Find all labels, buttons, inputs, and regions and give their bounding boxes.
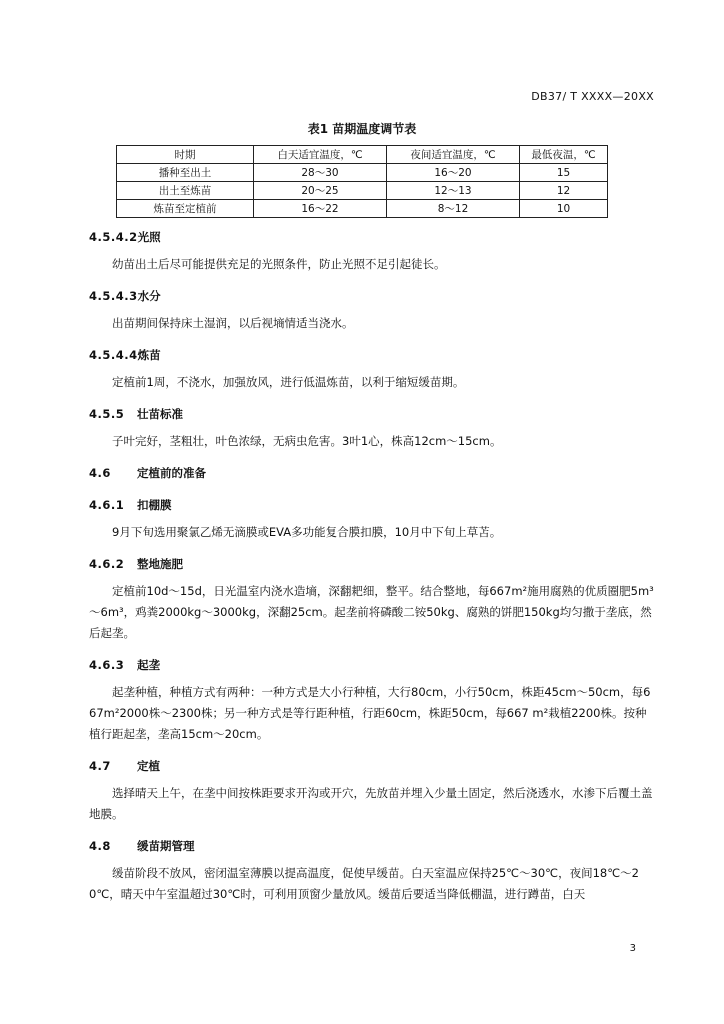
section-title: 整地施肥: [137, 557, 183, 571]
section-paragraph: 9月下旬选用聚氯乙烯无滴膜或EVA多功能复合膜扣膜，10月中下旬上草苫。: [112, 525, 502, 539]
table-cell: 28～30: [254, 164, 387, 182]
section-number: 4.5.4.3: [89, 289, 138, 303]
column-header: 夜间适宜温度，℃: [387, 146, 520, 164]
section-heading: [89, 654, 655, 676]
section-number: 4.6.3: [89, 658, 125, 672]
section-number: 4.5.4.2: [89, 230, 138, 244]
section-heading: [89, 755, 655, 777]
section-number: 4.8: [89, 839, 111, 853]
section-paragraph: 定植前1周，不浇水，加强放风，进行低温炼苗，以利于缩短缓苗期。: [112, 375, 465, 389]
section-paragraph: 起垄种植，种植方式有两种：一种方式是大小行种植，大行80cm，小行50cm，株距45cm～50cm，每667m²2000株～2300株；另一种方式是等行距种植，行距60cm，株距50cm，每667 m²栽植2200株。按种植行距起垄，垄高15cm～20cm。: [89, 685, 651, 741]
table-cell: 12: [520, 182, 608, 200]
section-heading: [89, 462, 655, 484]
table-row: [117, 200, 608, 218]
section-number: 4.5.4.4: [89, 348, 138, 362]
table-cell: 播种至出土: [117, 164, 254, 182]
section-title: 定植前的准备: [137, 466, 206, 480]
section-title: 水分: [137, 289, 161, 303]
section-title: 扣棚膜: [137, 498, 172, 512]
section-title: 炼苗: [137, 348, 161, 362]
section-paragraph: 子叶完好，茎粗壮，叶色浓绿，无病虫危害。3叶1心，株高12cm～15cm。: [112, 434, 502, 448]
document-body: [89, 226, 655, 915]
section-title: 定植: [137, 759, 160, 773]
column-header: 最低夜温，℃: [520, 146, 608, 164]
section-paragraph: 定植前10d～15d，日光温室内浇水造墒，深翻耙细，整平。结合整地，每667m²施用腐熟的优质圈肥5m³～6m³，鸡粪2000kg～3000kg，深翻25cm。起垄前将磷酸二铵50kg、腐熟的饼肥150kg均匀撒于垄底，然后起垄。: [89, 584, 654, 640]
table-header-row: [117, 146, 608, 164]
table-row: [117, 182, 608, 200]
section-heading: [89, 494, 655, 516]
table-cell: 10: [520, 200, 608, 218]
section-number: 4.5.5: [89, 407, 125, 421]
column-header: 时期: [117, 146, 254, 164]
section-heading: [89, 226, 655, 248]
table-cell: 16～20: [387, 164, 520, 182]
table-cell: 20～25: [254, 182, 387, 200]
column-header: 白天适宜温度，℃: [254, 146, 387, 164]
section-heading: [89, 553, 655, 575]
section-title: 壮苗标准: [137, 407, 183, 421]
section-title: 光照: [137, 230, 161, 244]
table-cell: 出土至炼苗: [117, 182, 254, 200]
section-paragraph: 选择晴天上午，在垄中间按株距要求开沟或开穴，先放苗并埋入少量土固定，然后浇透水，水渗下后覆土盖地膜。: [89, 786, 653, 821]
section-heading: [89, 344, 655, 366]
section-paragraph: 出苗期间保持床土湿润，以后视墒情适当浇水。: [112, 316, 354, 330]
table-cell: 12～13: [387, 182, 520, 200]
page-number: 3: [629, 943, 636, 954]
section-number: 4.7: [89, 759, 111, 773]
section-paragraph: 幼苗出土后尽可能提供充足的光照条件，防止光照不足引起徒长。: [112, 257, 446, 271]
table-cell: 8～12: [387, 200, 520, 218]
table-cell: 16～22: [254, 200, 387, 218]
document-id: DB37/ T XXXX—20XX: [531, 90, 654, 103]
table-title: 表1 苗期温度调节表: [307, 122, 417, 136]
section-heading: [89, 285, 655, 307]
section-paragraph: 缓苗阶段不放风，密闭温室薄膜以提高温度，促使早缓苗。白天室温应保持25℃～30℃，夜间18℃～20℃，晴天中午室温超过30℃时，可利用顶窗少量放风。缓苗后要适当降低棚温，进行蹲苗，白天: [89, 866, 639, 901]
section-title: 缓苗期管理: [137, 839, 195, 853]
table-cell: 15: [520, 164, 608, 182]
table-row: [117, 164, 608, 182]
section-number: 4.6.2: [89, 557, 125, 571]
section-number: 4.6.1: [89, 498, 125, 512]
table-cell: 炼苗至定植前: [117, 200, 254, 218]
section-heading: [89, 835, 655, 857]
section-title: 起垄: [137, 658, 160, 672]
section-number: 4.6: [89, 466, 111, 480]
seedling-temperature-table: [116, 145, 608, 218]
section-heading: [89, 403, 655, 425]
